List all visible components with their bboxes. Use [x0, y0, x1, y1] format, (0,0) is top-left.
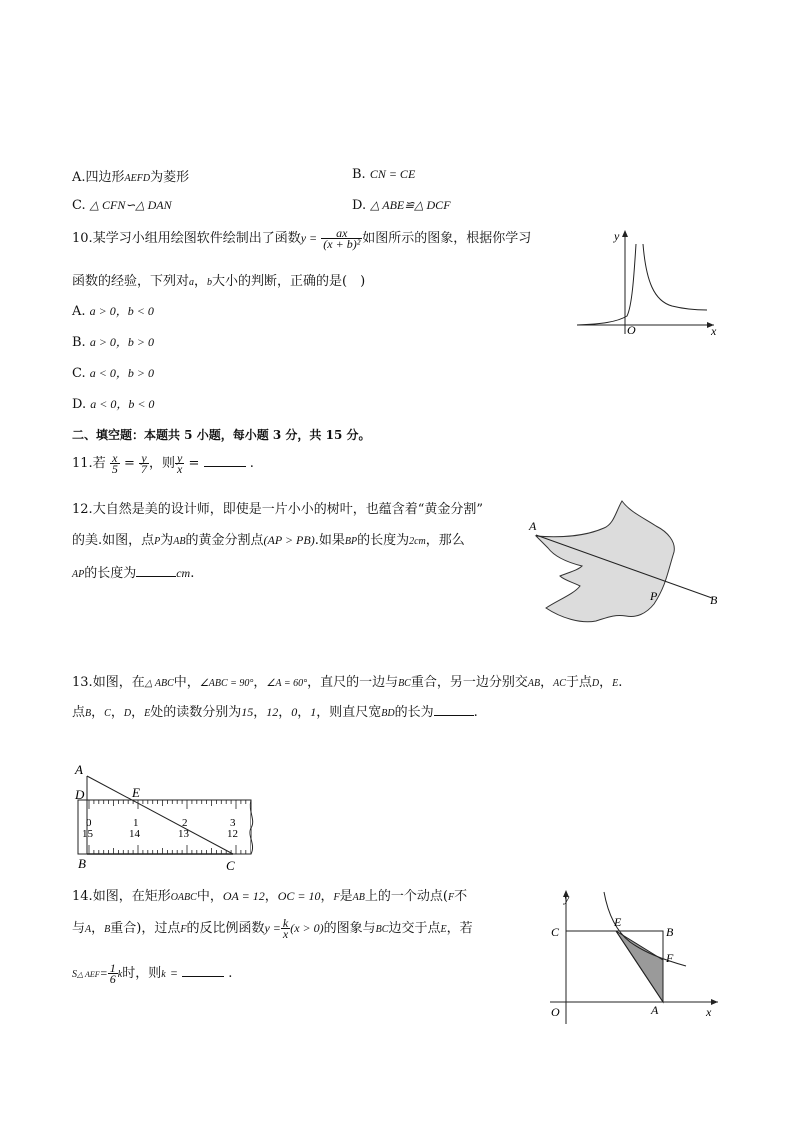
q10-option-b: B. a > 0，b > 0: [72, 335, 155, 350]
top-num-1: 1: [133, 817, 139, 829]
q13-line2: 点B，C，D，E处的读数分别为15，12，0，1，则直尺宽BD的长为 .: [72, 705, 478, 720]
bottom-num-12: 12: [227, 828, 238, 840]
q10-function-fraction: $\frac{ax}{\text{(x + b)²}}$: [323, 226, 361, 251]
origin-label: O: [551, 1005, 560, 1019]
y-label: y: [614, 229, 620, 243]
q14-k-over-x: $\frac{k}{x}$: [282, 916, 289, 941]
leaf-shape: [536, 501, 674, 622]
q10-function-graph: [572, 226, 722, 338]
label-b: B: [666, 925, 674, 939]
q10-option-c: C. a < 0，b > 0: [72, 366, 154, 381]
q14-line3: S△ AEF= $\frac{1}{6}$ k时，则k = .: [72, 961, 233, 986]
q13-ruler-figure: [70, 762, 265, 874]
bottom-num-14: 14: [129, 828, 140, 840]
q13-answer-blank[interactable]: [434, 703, 474, 716]
bottom-num-13: 13: [178, 828, 189, 840]
label-c: C: [226, 858, 235, 873]
q9-option-a: A.四边形AEFD为菱形: [72, 170, 190, 185]
label-a: A: [75, 762, 83, 777]
top-num-0: 0: [86, 817, 92, 829]
q11-answer-blank[interactable]: [204, 454, 246, 467]
q14-line1: 14.如图，在矩形OABC中，OA = 12，OC = 10，F是AB上的一个动点(F不: [72, 889, 468, 904]
point-p-label: P: [650, 589, 658, 603]
q10-option-a: A. a > 0，b < 0: [72, 304, 154, 319]
q12-line1: 12.大自然是美的设计师，即使是一片小小的树叶，也蕴含着“黄金分割”: [72, 502, 483, 517]
q12-leaf-figure: [526, 496, 726, 626]
q14-answer-blank[interactable]: [182, 964, 224, 977]
q12-line2: 的美.如图，点P为AB的黄金分割点(AP > PB).如果BP的长度为2cm，那么: [72, 533, 465, 548]
bottom-num-15: 15: [82, 828, 93, 840]
top-num-3: 3: [230, 817, 236, 829]
q10-option-d: D. a < 0，b < 0: [72, 397, 155, 412]
label-b: B: [78, 856, 86, 871]
label-a: A: [651, 1003, 659, 1017]
q11-fraction-2: $\frac{y}{7}$: [141, 451, 148, 476]
label-f: F: [666, 951, 674, 965]
ruler-ticks: [89, 800, 246, 854]
q13-line1: 13.如图，在△ ABC中，∠ABC = 90°，∠A = 60°，直尺的一边与BC重合，另一边分别交AB，AC于点D，E.: [72, 675, 623, 690]
label-e: E: [132, 785, 140, 800]
point-a-label: A: [529, 519, 537, 533]
y-label: y: [564, 891, 570, 905]
x-axis-arrow: [711, 999, 718, 1005]
label-d: D: [75, 787, 85, 802]
q10-stem-line1: 10.某学习小组用绘图软件绘制出了函数y = $\frac{ax}{\text{(x + b)²}}$ 如图所示的图象，根据你学习: [72, 226, 532, 251]
q12-answer-blank[interactable]: [136, 564, 176, 577]
y-axis-arrow: [622, 230, 628, 237]
label-e: E: [614, 915, 622, 929]
q14-one-sixth: $\frac{1}{6}$: [109, 961, 116, 986]
origin-label: O: [627, 323, 636, 337]
q12-line3: AP的长度为 cm.: [72, 566, 195, 581]
point-b-label: B: [710, 593, 718, 607]
label-c: C: [551, 925, 560, 939]
q9-option-c: C. △ CFN∽△ DAN: [72, 198, 172, 213]
x-label: x: [711, 324, 717, 338]
x-label: x: [706, 1005, 712, 1019]
curve-right-branch: [643, 244, 707, 310]
q10-stem-line2: 函数的经验，下列对a，b大小的判断，正确的是( ): [72, 274, 366, 289]
q14-line2: 与A，B重合)，过点F的反比例函数y = $\frac{k}{x}$ (x > 0)的图象与BC边交于点E，若: [72, 916, 473, 941]
q11-fraction-3: $\frac{y}{x}$: [177, 451, 183, 476]
section-title: 二、填空题：本题共 5 小题，每小题 3 分，共 15 分。: [72, 428, 371, 442]
q11-fraction-1: $\frac{x}{5}$: [111, 451, 118, 476]
q14-coordinate-figure: [546, 886, 722, 1026]
ruler-body: [78, 800, 251, 854]
curve-left-branch: [577, 244, 636, 325]
q9-option-b: B. CN = CE: [352, 167, 416, 182]
top-num-2: 2: [182, 817, 188, 829]
q9-option-d: D. △ ABE≌△ DCF: [352, 198, 451, 213]
side-ac: [87, 776, 233, 854]
q11-stem: 11.若 $\frac{x}{5}$ = $\frac{y}{7}$ ，则 $\frac{y}{x}$ = .: [72, 451, 254, 476]
